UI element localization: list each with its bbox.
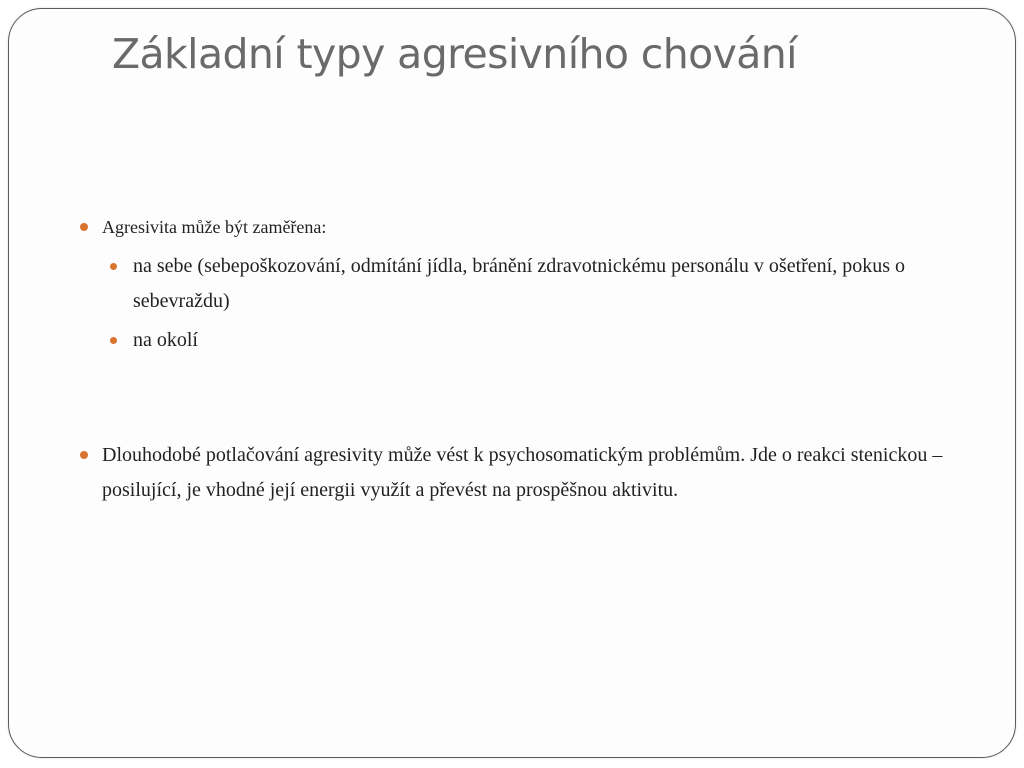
bullet-text: Agresivita může být zaměřena: xyxy=(102,217,327,237)
slide-title: Základní typy agresivního chování xyxy=(112,30,797,78)
bullet-text: Dlouhodobé potlačování agresivity může vést k psychosomatickým problémům. Jde o reakci stenickou – posilující, je vhodné její energii využít a převést na prospěšnou aktivitu. xyxy=(102,444,943,501)
bullet-agresivita xyxy=(80,210,960,245)
sub-bullet-na-okoli xyxy=(110,323,960,358)
sub-bullet-text: na okolí xyxy=(133,329,198,351)
bullet-dot-icon xyxy=(80,451,88,459)
sub-bullet-na-sebe xyxy=(110,249,960,319)
sub-bullet-text: na sebe (sebepoškozování, odmítání jídla, bránění zdravotnickému personálu v ošetření, pokus o sebevraždu) xyxy=(133,255,906,312)
bullet-dot-icon xyxy=(80,223,88,231)
bullet-list-1 xyxy=(80,210,960,358)
bullet-dlouhodobe xyxy=(80,438,960,508)
bullet-list-2 xyxy=(80,438,960,508)
bullet-dot-icon xyxy=(110,337,117,344)
slide-frame xyxy=(8,8,1016,758)
bullet-dot-icon xyxy=(110,263,117,270)
